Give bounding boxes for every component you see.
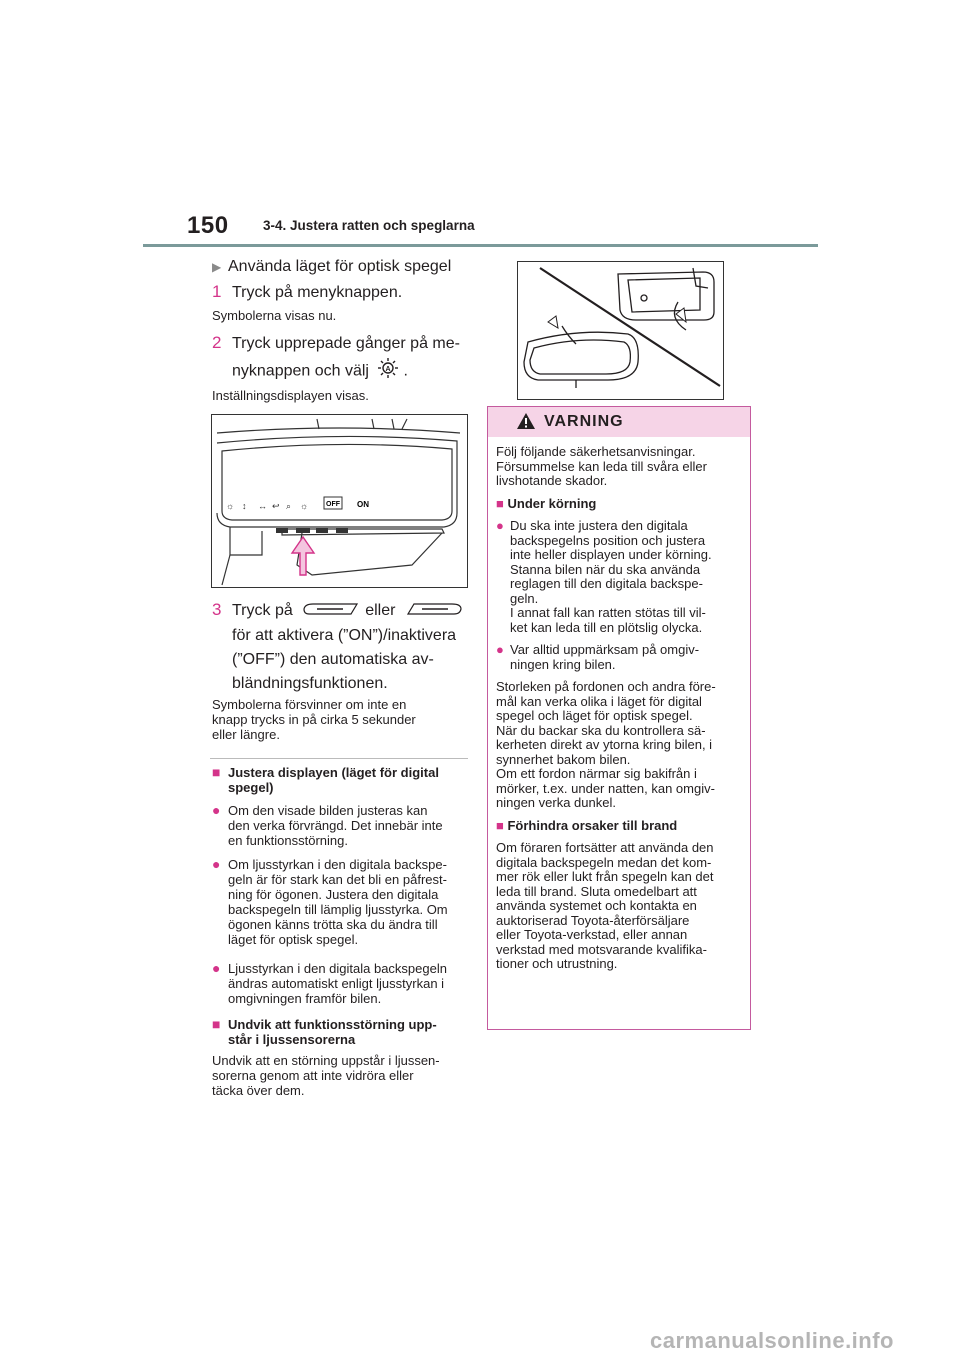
warning-intro: Följ följande säkerhetsanvisningar. Försummelse kan leda till svåra eller livshotande skador. bbox=[496, 444, 707, 488]
step-3-line-3: (”OFF”) den automatiska av- bbox=[232, 651, 434, 668]
section-title: 3-4. Justera ratten och speglarna bbox=[263, 218, 475, 233]
button-right-icon bbox=[406, 599, 462, 622]
warning-fire-heading: ■ Förhindra orsaker till brand bbox=[496, 817, 678, 833]
sensor-heading: ■ Undvik att funktionsstörning upp- står i ljussensorerna bbox=[212, 1016, 437, 1047]
warning-title: VARNING bbox=[544, 413, 624, 430]
svg-text:A: A bbox=[385, 366, 391, 373]
step-2-line-2: nyknappen och välj A . bbox=[232, 357, 408, 386]
circle-bullet-icon: ● bbox=[496, 642, 504, 657]
step-2: 2 Tryck upprepade gånger på me- bbox=[212, 333, 460, 352]
warning-size-paragraph: Storleken på fordonen och andra före- mål kan verka olika i läget för digital spegel och läget för optisk spegel. När du backar ska du kontrollera sä- kerheten direkt av ytorna kring bilen, i synnerhet bakom bilen. Om ett fordon närmar sig bakifrån i mörker, t.ex. under natten, kan omgiv- ningen verka dunkel. bbox=[496, 679, 716, 810]
step-3-line-4: bländningsfunktionen. bbox=[232, 675, 388, 692]
mirror-menu-figure bbox=[211, 414, 468, 588]
step-3-line-2: för att aktivera (”ON”)/inaktivera bbox=[232, 627, 457, 644]
warning-bullet-adjust: ● Du ska inte justera den digitala backspegelns position och justera inte heller displayen under körning. Stanna bilen när du ska använda reglagen till den digitala backspe- geln. I annat fall kan ratten stötas till vil- ket kan leda till en plötslig olycka. bbox=[496, 518, 712, 635]
mirror-auto-icon bbox=[377, 357, 399, 386]
mirror-windshield-figure bbox=[517, 261, 724, 400]
warning-body bbox=[496, 445, 746, 980]
svg-text:↕: ↕ bbox=[242, 501, 247, 511]
warning-triangle-icon bbox=[516, 412, 536, 435]
svg-text:⌕: ⌕ bbox=[286, 501, 292, 511]
optical-mirror-heading: ▶ Använda läget för optisk spegel bbox=[212, 255, 451, 279]
watermark[interactable]: carmanualsonline.info bbox=[650, 1328, 894, 1353]
square-bullet-icon: ■ bbox=[496, 817, 504, 833]
adjust-display-heading: ■ Justera displayen (läget för digital spegel) bbox=[212, 764, 439, 795]
sensor-text: Undvik att en störning uppstår i ljussen- sorerna genom att inte vidröra eller täcka över dem. bbox=[212, 1053, 440, 1098]
square-bullet-icon: ■ bbox=[212, 764, 221, 780]
step-1-note: Symbolerna visas nu. bbox=[212, 308, 337, 323]
svg-text:↩: ↩ bbox=[272, 501, 280, 511]
figure-on-label: ON bbox=[357, 500, 369, 509]
page-number: 150 bbox=[187, 212, 229, 239]
circle-bullet-icon: ● bbox=[496, 518, 504, 533]
button-left-icon bbox=[303, 599, 359, 622]
circle-bullet-icon: ● bbox=[212, 856, 221, 872]
triangle-bullet-icon: ▶ bbox=[212, 260, 222, 274]
svg-text:☼: ☼ bbox=[300, 501, 309, 511]
square-bullet-icon: ■ bbox=[212, 1016, 221, 1032]
square-bullet-icon: ■ bbox=[496, 495, 504, 511]
figure-off-label: OFF bbox=[326, 501, 340, 508]
step-3: 3 Tryck på eller bbox=[212, 598, 462, 622]
circle-bullet-icon: ● bbox=[212, 802, 221, 818]
step-1: 1 Tryck på menyknappen. bbox=[212, 282, 403, 301]
svg-text:↔: ↔ bbox=[258, 501, 267, 511]
warning-fire-paragraph: Om föraren fortsätter att använda den digitala backspegeln medan det kom- mer rök eller lukt från spegeln kan det leda till brand. Sluta omedelbart att använda systemet och kontakta en auktoriserad Toyota-återförsäljare eller Toyota-verkstad, eller annan verkstad med motsvarande kvalifika- tioner och utrustning. bbox=[496, 840, 714, 971]
bullet-brightness: ● Om ljusstyrkan i den digitala backspe- geln är för stark kan det bli en påfrest- ning för ögonen. Justera den digitala backspegeln till lämplig ljusstyrka. Om ögonen känns trötta ska du ändra till läget för optisk spegel. bbox=[212, 856, 448, 947]
step-2-note: Inställningsdisplayen visas. bbox=[212, 388, 369, 403]
circle-bullet-icon: ● bbox=[212, 960, 221, 976]
section-divider bbox=[210, 758, 468, 759]
bullet-auto-brightness: ● Ljusstyrkan i den digitala backspegeln ändras automatiskt enligt ljusstyrkan i omgivningen framför bilen. bbox=[212, 960, 447, 1006]
warning-driving-heading: ■ Under körning bbox=[496, 495, 597, 511]
svg-text:☼: ☼ bbox=[226, 501, 235, 511]
warning-header bbox=[488, 407, 750, 437]
step-3-note: Symbolerna försvinner om inte en knapp trycks in på cirka 5 sekunder eller längre. bbox=[212, 697, 416, 742]
warning-box bbox=[487, 406, 751, 1030]
warning-bullet-attention: ● Var alltid uppmärksam på omgiv- ningen kring bilen. bbox=[496, 642, 700, 672]
bullet-distortion: ● Om den visade bilden justeras kan den verka förvrängd. Det innebär inte en funktionsstörning. bbox=[212, 802, 443, 848]
header-rule bbox=[143, 244, 818, 247]
